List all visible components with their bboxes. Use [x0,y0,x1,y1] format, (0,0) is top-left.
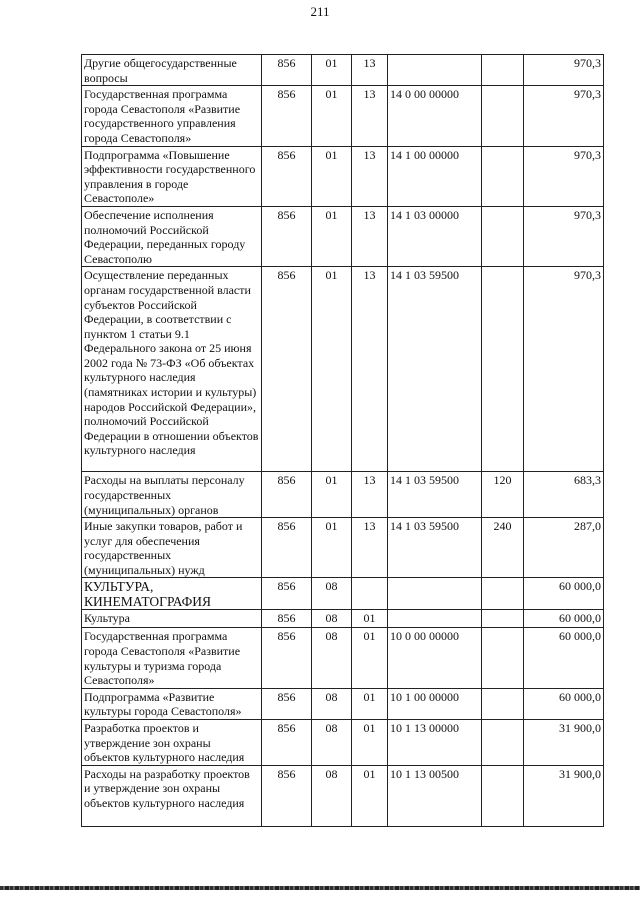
row-name: Государственная программа города Севастополя «Развитие государственного управления города Севастополя» [82,86,262,146]
row-name: Другие общегосударственные вопросы [82,55,262,86]
row-subsection [352,578,388,610]
row-expense-type [482,765,524,826]
table-row [82,472,604,518]
row-subsection: 13 [352,86,388,146]
row-subsection: 13 [352,472,388,518]
row-expense-type: 240 [482,518,524,578]
row-expense-type [482,688,524,719]
row-expense-type [482,578,524,610]
table-row [82,146,604,206]
row-section: 08 [312,610,352,628]
row-expense-type [482,267,524,472]
row-subsection: 13 [352,518,388,578]
row-expense-type [482,628,524,688]
row-subsection: 13 [352,146,388,206]
row-subsection: 01 [352,628,388,688]
row-grbs: 856 [262,688,312,719]
row-expense-type [482,720,524,766]
row-amount: 970,3 [524,146,604,206]
row-grbs: 856 [262,518,312,578]
row-amount: 970,3 [524,206,604,266]
table-row [82,55,604,86]
table-row [82,206,604,266]
row-subsection: 13 [352,206,388,266]
table-row [82,610,604,628]
row-subsection: 01 [352,610,388,628]
row-grbs: 856 [262,146,312,206]
row-name: Осуществление переданных органам государственной власти субъектов Российской Федерации, в соответствии с пунктом 1 статьи 9.1 Федерального закона от 25 июня 2002 года № 73-ФЗ «Об объектах культурного наследия (памятниках истории и культуры) народов Российской Федерации», полномочий Российской Федерации в отношении объектов культурного наследия [82,267,262,472]
row-grbs: 856 [262,206,312,266]
table-row [82,765,604,826]
row-expense-type [482,610,524,628]
table-row [82,720,604,766]
row-target-item: 14 1 00 00000 [388,146,482,206]
budget-table [81,54,604,827]
row-section: 08 [312,578,352,610]
row-expense-type [482,146,524,206]
table-row [82,578,604,610]
row-amount: 60 000,0 [524,628,604,688]
row-target-item: 10 1 13 00000 [388,720,482,766]
row-name: Расходы на выплаты персоналу государственных (муниципальных) органов [82,472,262,518]
row-target-item: 14 1 03 00000 [388,206,482,266]
row-target-item: 14 1 03 59500 [388,267,482,472]
row-amount: 683,3 [524,472,604,518]
row-grbs: 856 [262,578,312,610]
row-target-item [388,578,482,610]
row-section: 01 [312,55,352,86]
row-amount: 31 900,0 [524,720,604,766]
table-row [82,628,604,688]
page-number: 211 [310,4,330,19]
row-section: 01 [312,472,352,518]
row-grbs: 856 [262,55,312,86]
row-subsection: 01 [352,720,388,766]
row-name: Расходы на разработку проектов и утверждение зон охраны объектов культурного наследия [82,765,262,826]
row-target-item: 10 1 13 00500 [388,765,482,826]
table-row [82,688,604,719]
table-row [82,267,604,472]
row-section: 01 [312,518,352,578]
row-target-item [388,610,482,628]
row-grbs: 856 [262,720,312,766]
row-section: 01 [312,206,352,266]
row-section: 08 [312,720,352,766]
row-target-item: 10 1 00 00000 [388,688,482,719]
row-expense-type [482,55,524,86]
row-grbs: 856 [262,610,312,628]
row-name: Обеспечение исполнения полномочий Российской Федерации, переданных городу Севастополю [82,206,262,266]
row-grbs: 856 [262,765,312,826]
row-section: 08 [312,688,352,719]
row-amount: 60 000,0 [524,610,604,628]
row-amount: 970,3 [524,86,604,146]
row-section: 01 [312,146,352,206]
row-target-item: 14 1 03 59500 [388,472,482,518]
row-section: 08 [312,628,352,688]
row-amount: 970,3 [524,55,604,86]
row-section: 01 [312,86,352,146]
scan-edge-bar [0,886,640,890]
row-expense-type: 120 [482,472,524,518]
row-name: Иные закупки товаров, работ и услуг для обеспечения государственных (муниципальных) нужд [82,518,262,578]
row-target-item: 14 1 03 59500 [388,518,482,578]
row-target-item [388,55,482,86]
row-amount: 60 000,0 [524,688,604,719]
row-expense-type [482,86,524,146]
row-amount: 970,3 [524,267,604,472]
row-section: 01 [312,267,352,472]
row-amount: 31 900,0 [524,765,604,826]
row-name: Подпрограмма «Повышение эффективности государственного управления в городе Севастополе» [82,146,262,206]
row-target-item: 10 0 00 00000 [388,628,482,688]
row-name: КУЛЬТУРА, КИНЕМАТОГРАФИЯ [82,578,262,610]
row-name: Подпрограмма «Развитие культуры города Севастополя» [82,688,262,719]
row-grbs: 856 [262,86,312,146]
row-grbs: 856 [262,628,312,688]
row-subsection: 13 [352,55,388,86]
row-subsection: 01 [352,765,388,826]
row-section: 08 [312,765,352,826]
table-row [82,86,604,146]
table-row [82,518,604,578]
row-name: Государственная программа города Севастополя «Развитие культуры и туризма города Севастополя» [82,628,262,688]
row-name: Культура [82,610,262,628]
row-target-item: 14 0 00 00000 [388,86,482,146]
row-subsection: 01 [352,688,388,719]
row-amount: 287,0 [524,518,604,578]
row-expense-type [482,206,524,266]
row-name: Разработка проектов и утверждение зон охраны объектов культурного наследия [82,720,262,766]
row-grbs: 856 [262,472,312,518]
row-grbs: 856 [262,267,312,472]
row-amount: 60 000,0 [524,578,604,610]
row-subsection: 13 [352,267,388,472]
